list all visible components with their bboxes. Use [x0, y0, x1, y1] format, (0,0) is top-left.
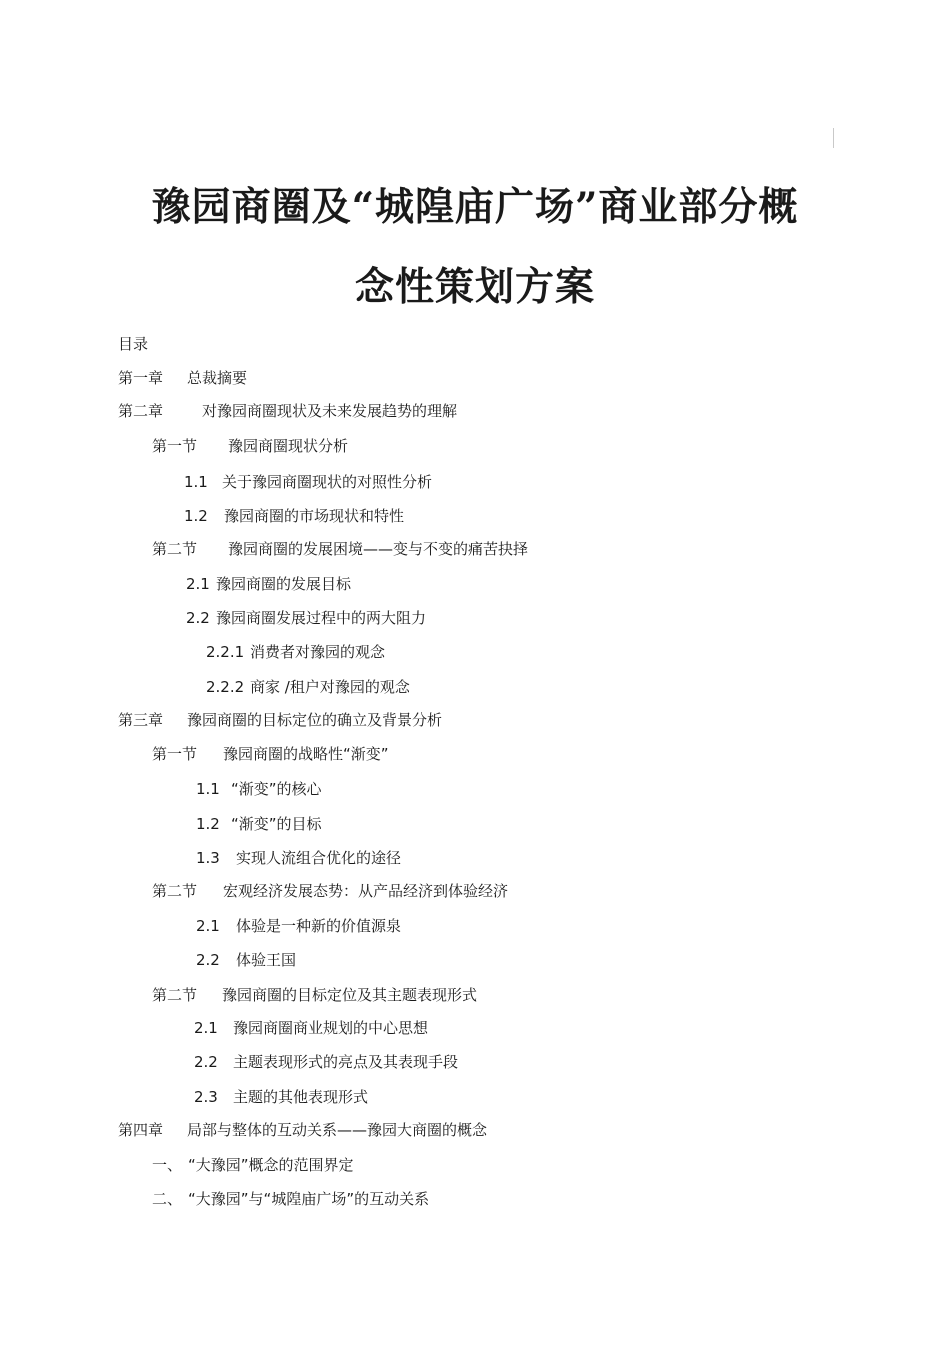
toc-text: “大豫园”概念的范围界定 — [188, 1156, 354, 1174]
toc-entry-subsubsection — [206, 642, 385, 662]
page-edge-mark — [833, 128, 834, 148]
toc-text: “大豫园”与“城隍庙广场”的互动关系 — [188, 1190, 430, 1208]
toc-entry-section — [152, 744, 389, 764]
toc-number: 2.3 — [194, 1088, 218, 1106]
toc-number: 第二节 — [152, 540, 198, 558]
toc-entry-subsection — [196, 814, 322, 834]
toc-number: 2.2 — [196, 951, 220, 969]
toc-number: 1.1 — [196, 780, 220, 798]
toc-entry-subsection — [196, 916, 401, 936]
toc-text: “渐变”的目标 — [231, 815, 322, 833]
toc-number: 第一章 — [118, 369, 164, 387]
toc-text: 商家 /租户对豫园的观念 — [250, 678, 410, 696]
toc-entry-subsection — [196, 848, 401, 868]
toc-entry-item — [152, 1189, 429, 1209]
toc-text: 主题表现形式的亮点及其表现手段 — [233, 1053, 459, 1071]
toc-number: 2.2 — [194, 1053, 218, 1071]
toc-number: 2.1 — [196, 917, 220, 935]
toc-number: 一、 — [152, 1156, 183, 1174]
toc-number: 第四章 — [118, 1121, 164, 1139]
toc-number: 1.2 — [184, 507, 208, 525]
toc-text: 实现人流组合优化的途径 — [236, 849, 402, 867]
toc-text: 总裁摘要 — [187, 369, 248, 387]
toc-text: 主题的其他表现形式 — [233, 1088, 369, 1106]
toc-text: 豫园商圈的发展困境——变与不变的痛苦抉择 — [228, 540, 529, 558]
toc-text: 局部与整体的互动关系——豫园大商圈的概念 — [187, 1121, 488, 1139]
toc-entry-subsection — [196, 950, 296, 970]
toc-entry-subsection — [194, 1052, 458, 1072]
toc-entry-section — [152, 881, 508, 901]
toc-number: 1.1 — [184, 473, 208, 491]
toc-number: 第三章 — [118, 711, 164, 729]
toc-entry-subsection — [196, 779, 322, 799]
toc-entry-subsubsection — [206, 677, 410, 697]
toc-text: 宏观经济发展态势：从产品经济到体验经济 — [223, 882, 509, 900]
toc-entry-subsection — [186, 574, 351, 594]
document-title-line-1: 豫园商圈及“城隍庙广场”商业部分概 — [151, 184, 799, 230]
toc-entry-section — [152, 539, 528, 559]
toc-entry-section — [152, 985, 477, 1005]
toc-number: 2.2.1 — [206, 643, 245, 661]
toc-number: 2.1 — [186, 575, 210, 593]
toc-entry-item — [152, 1155, 354, 1175]
toc-text: 豫园商圈的目标定位及其主题表现形式 — [222, 986, 478, 1004]
toc-text: 豫园商圈的发展目标 — [216, 575, 352, 593]
toc-entry-subsection — [186, 608, 426, 628]
toc-entry-chapter — [118, 401, 457, 421]
toc-number: 第二节 — [152, 882, 198, 900]
toc-number: 1.3 — [196, 849, 220, 867]
toc-number: 第二节 — [152, 986, 198, 1004]
toc-entry-subsection — [184, 472, 432, 492]
toc-entry-section — [152, 436, 348, 456]
toc-text: 体验王国 — [236, 951, 297, 969]
toc-entry-subsection — [194, 1018, 428, 1038]
toc-text: 豫园商圈的战略性“渐变” — [223, 745, 389, 763]
toc-entry-chapter — [118, 368, 247, 388]
toc-number: 第一节 — [152, 745, 198, 763]
document-title-line-2: 念性策划方案 — [354, 264, 595, 310]
toc-number: 2.1 — [194, 1019, 218, 1037]
toc-text: 豫园商圈商业规划的中心思想 — [233, 1019, 429, 1037]
toc-number: 2.2 — [186, 609, 210, 627]
toc-text: 豫园商圈现状分析 — [228, 437, 349, 455]
toc-text: 豫园商圈的目标定位的确立及背景分析 — [187, 711, 443, 729]
toc-number: 2.2.2 — [206, 678, 245, 696]
toc-number: 二、 — [152, 1190, 183, 1208]
toc-entry-subsection — [184, 506, 404, 526]
toc-heading: 目录 — [118, 335, 149, 353]
toc-entry-chapter — [118, 1120, 487, 1140]
toc-text: 豫园商圈发展过程中的两大阻力 — [216, 609, 427, 627]
toc-text: 对豫园商圈现状及未来发展趋势的理解 — [202, 402, 458, 420]
toc-number: 第一节 — [152, 437, 198, 455]
toc-entry-chapter — [118, 710, 442, 730]
toc-text: 豫园商圈的市场现状和特性 — [224, 507, 405, 525]
toc-entry-subsection — [194, 1087, 368, 1107]
toc-number: 1.2 — [196, 815, 220, 833]
toc-number: 第二章 — [118, 402, 164, 420]
toc-text: “渐变”的核心 — [231, 780, 322, 798]
toc-text: 消费者对豫园的观念 — [250, 643, 386, 661]
toc-text: 体验是一种新的价值源泉 — [236, 917, 402, 935]
toc-text: 关于豫园商圈现状的对照性分析 — [222, 473, 433, 491]
